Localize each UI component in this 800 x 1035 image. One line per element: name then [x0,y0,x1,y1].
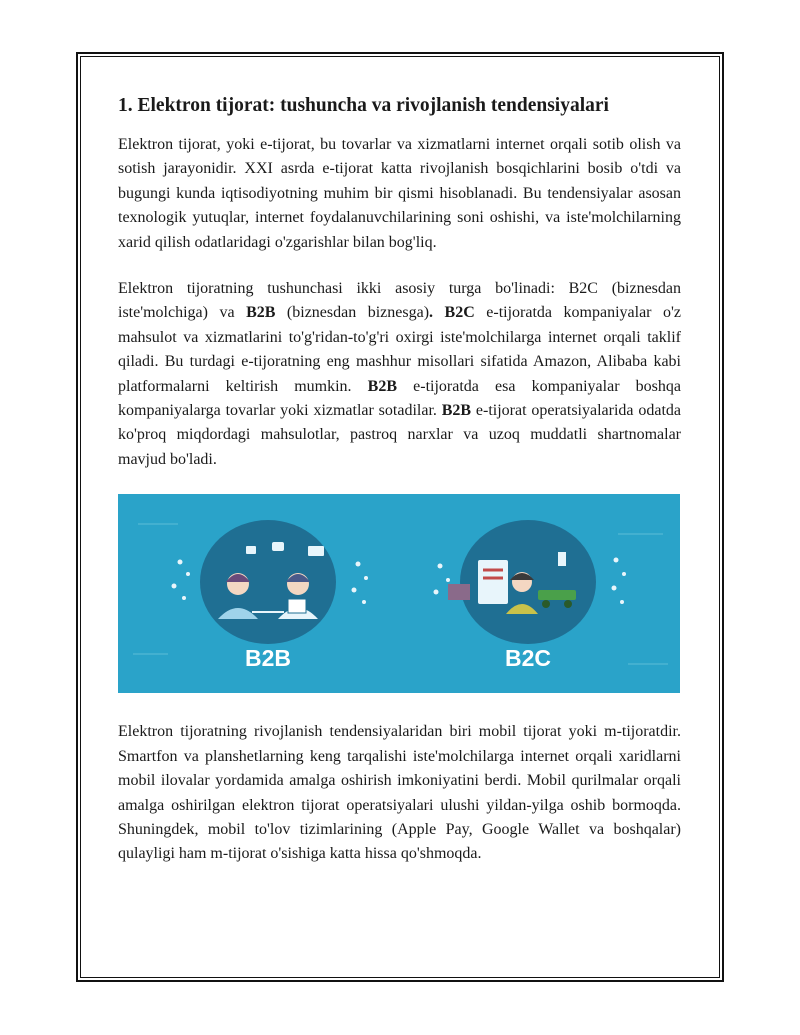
paragraph-mobile-commerce: Elektron tijoratning rivojlanish tendensiyalaridan biri mobil tijorat yoki m-tijoratdir. Smartfon va planshetlarning keng tarqalishi iste'molchilarga internet orqali xaridlarni mobil ilovalar yordamida amalga oshirish imkoniyatini berdi. Mobil qurilmalar orqali amalga oshirilgan elektron tijorat operatsiyalari ulushi yildan-yilga oshib bormoqda. Shuningdek, mobil to'lov tizimlarining (Apple Pay, Google Wallet va boshqalar) qulayligi ham m-tijorat o'sishiga katta hissa qo'shmoqda. [118,723,681,863]
text-run: e-tijoratda esa kompaniyalar boshqa kompaniyalarga tovarlar yoki xizmatlar sotadilar. [118,377,681,420]
paragraph-b2b-b2c [118,277,681,472]
bold-term: B2B [441,402,472,420]
b2b-label: B2B [244,645,292,672]
text-run: e-tijoratda kompaniyalar o'z mahsulot va xizmatlarini to'g'ridan-to'g'ri oxirgi iste'molchilarga internet orqali taklif qiladi. Bu turdagi e-tijoratning eng mashhur misollari sifatida Amazon, Alibaba kabi platformalarni keltirish mumkin. [118,304,681,395]
text-run: (biznesdan biznesga) [275,304,430,322]
bold-term: B2B [367,377,398,395]
text-run: Elektron tijoratning tushunchasi ikki asosiy turga bo'linadi: B2C (biznesdan iste'molchiga) va [118,280,681,322]
paragraph-intro: Elektron tijorat, yoki e-tijorat, bu tovarlar va xizmatlarni internet orqali sotib olish va sotish jarayonidir. XXI asrda e-tijorat katta rivojlanish bosqichlarini bosib o'tdi va bugungi kunda iqtisodiyotning muhim bir qismi hisoblanadi. Bu tendensiyalar asosan texnologik yutuqlar, internet foydalanuvchilarining soni oshishi, va iste'molchilarning xarid qilish odatlaridagi o'zgarishlar bilan bog'liq. [118,136,681,251]
document-content [118,92,681,867]
bold-term: . B2C [429,304,475,322]
illustration-graphic [118,494,680,693]
section-heading: 1. Elektron tijorat: tushuncha va rivojlanish tendensiyalari [118,95,609,116]
text-run: e-tijorat operatsiyalarida odatda ko'proq miqdordagi mahsulotlar, pastroq narxlar va uzoq muddatli shartnomalar mavjud bo'ladi. [118,402,681,468]
bold-term: B2B [246,304,276,322]
b2c-label: B2C [504,645,552,672]
b2b-b2c-illustration [118,494,680,693]
